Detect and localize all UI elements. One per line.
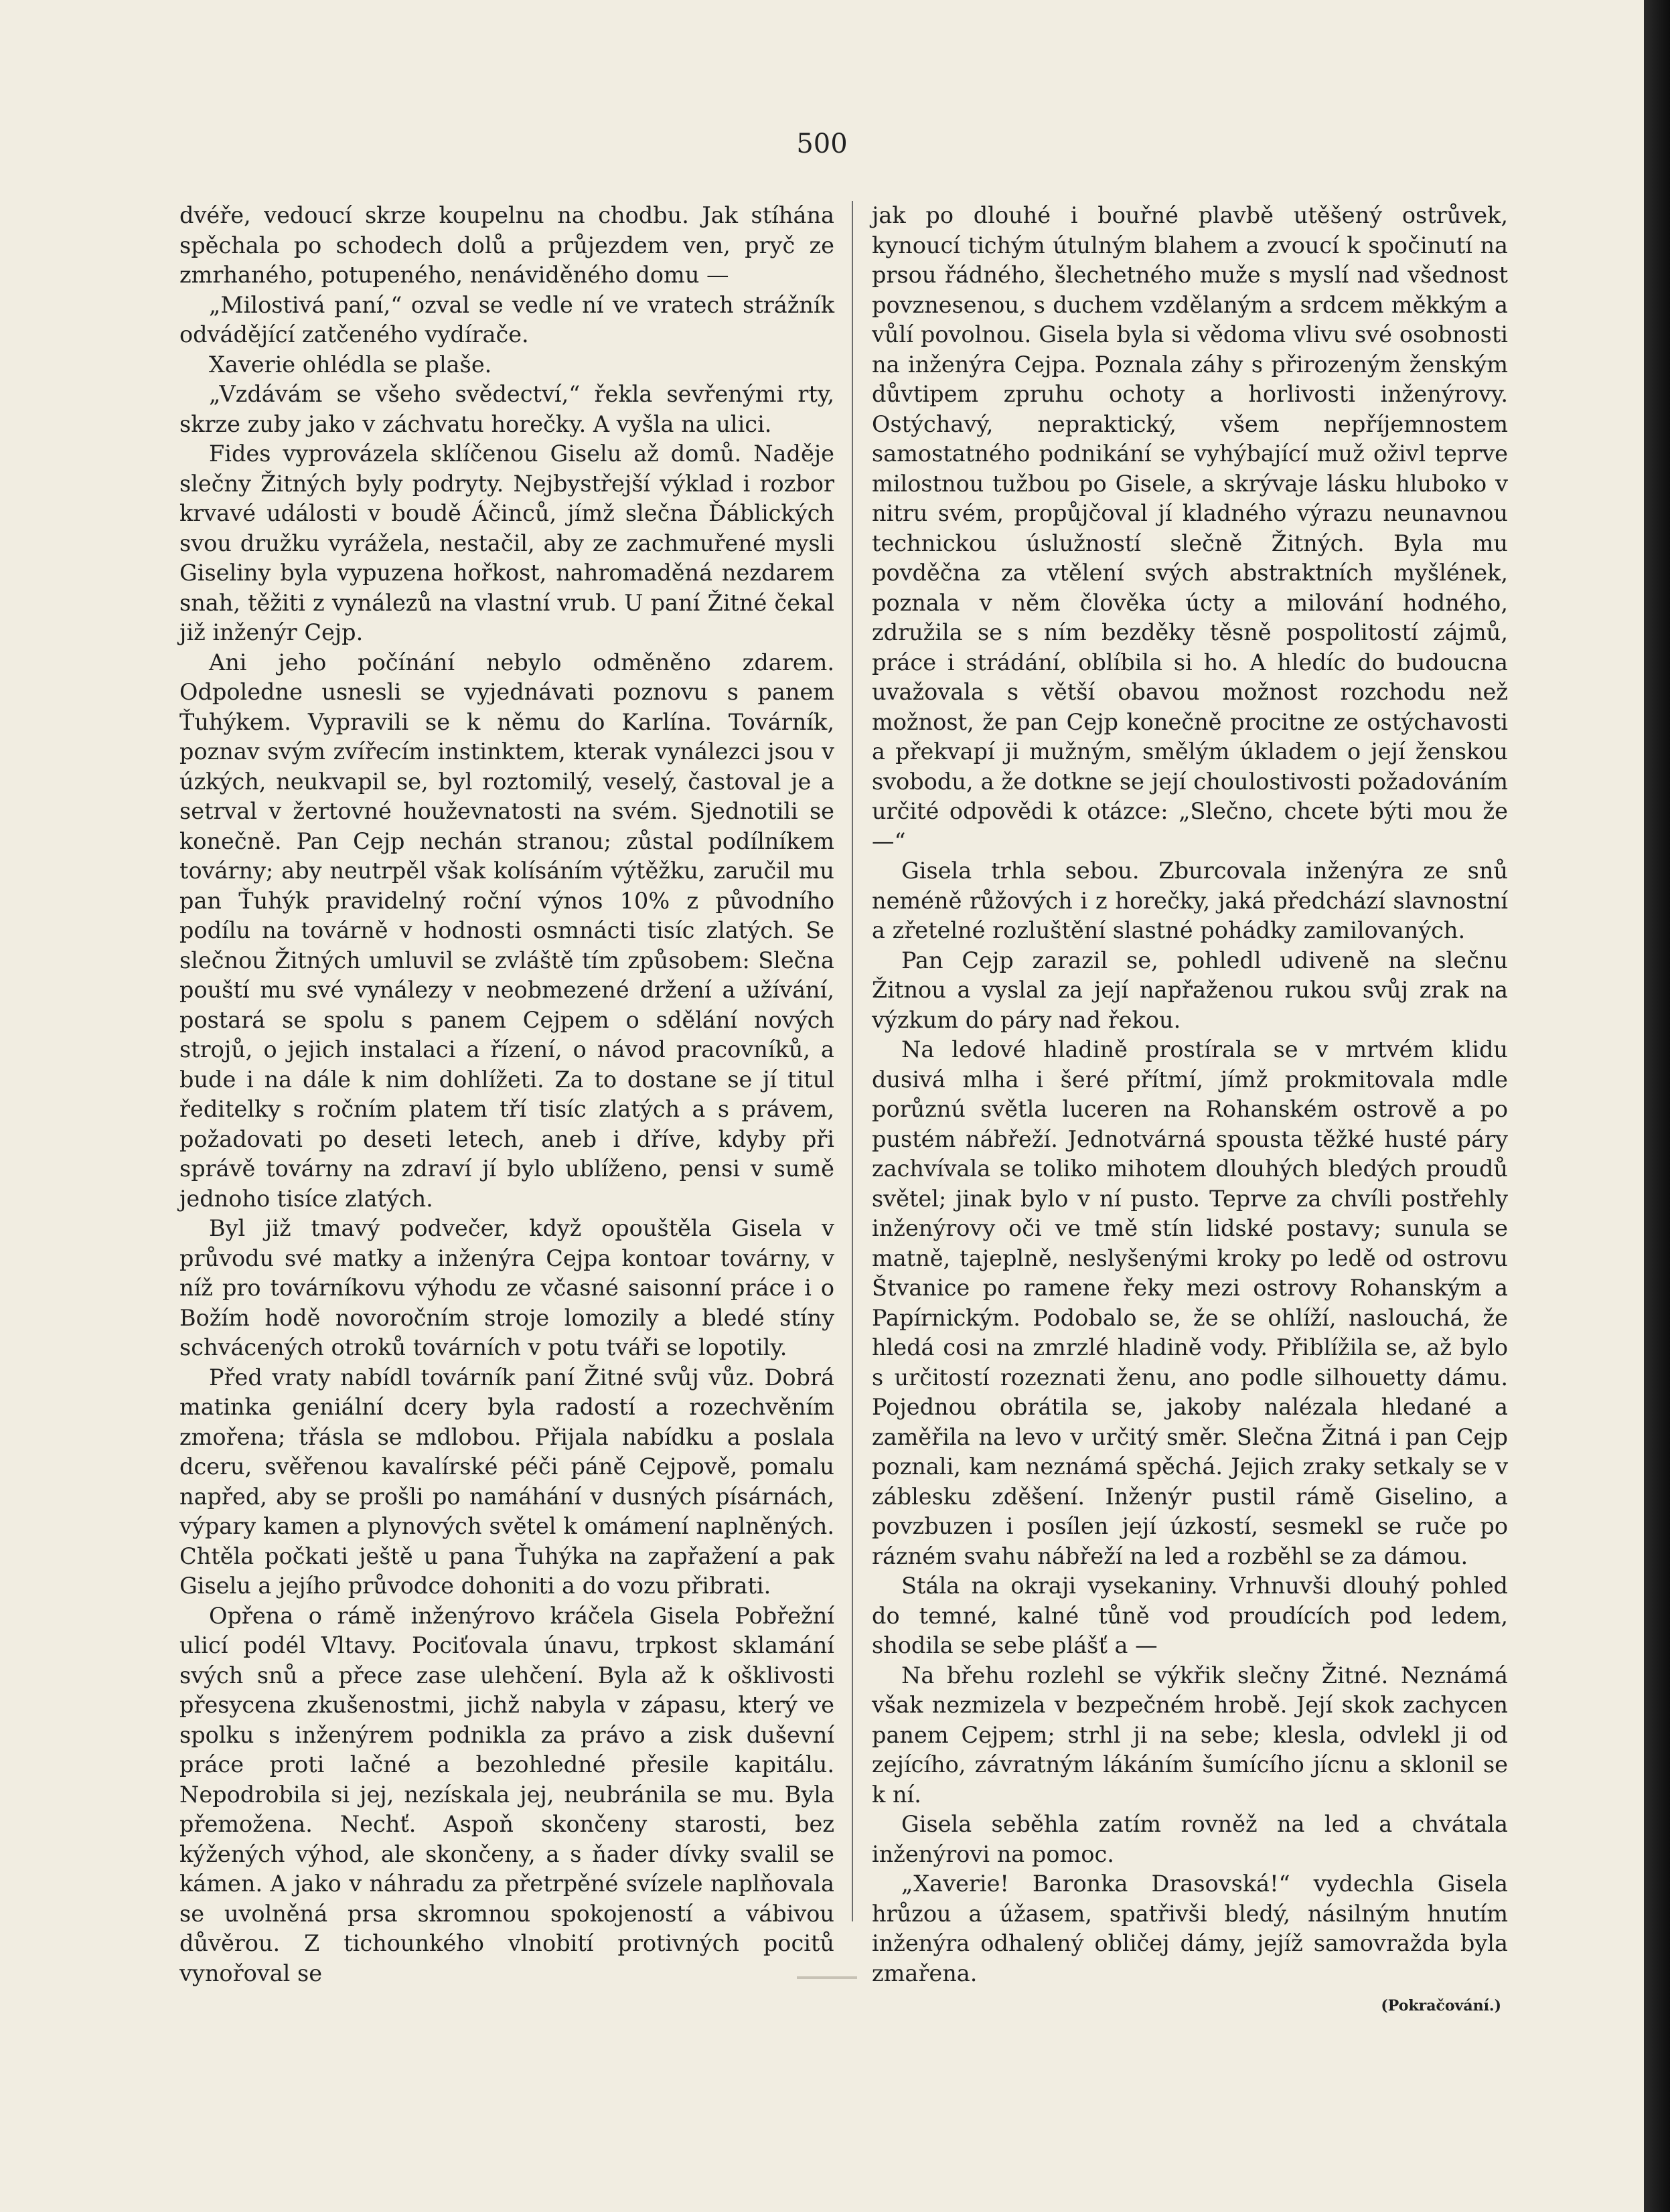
paragraph: „Vzdávám se všeho svědectví,“ řekla sevřenými rty, skrze zuby jako v záchvatu horečky. A vyšla na ulici. — [179, 381, 834, 437]
paragraph: Opřena o rámě inženýrovo kráčela Gisela Pobřežní ulicí podél Vltavy. Pociťovala únavu, trpkost sklamání svých snů a přece zase ulehčení. Byla až k ošklivosti přesycena zkušenostmi, jichž nabyla v zápasu, který ve spolku s inženýrem podnikla za právo a zisk duševní práce proti lačné a bezohledné přesile kapitálu. Nepodrobila si jej, nezískala jej, neubránila se mu. Byla přemožena. Nechť. Aspoň skončeny starosti, bez kýžených výhod, ale skončeny, a s ňader dívky svalil se kámen. A jako v náhradu za přetrpěné svízele naplňovala se uvolněná prsa skromnou spokojeností a vábivou důvěrou. Z tichounkého vlnobití protivných pocitů vynořoval se — [179, 1602, 834, 1986]
continuation-note: (Pokračování.) — [1381, 1997, 1501, 2014]
right-column-body — [872, 201, 1508, 1988]
paragraph: Byl již tmavý podvečer, když opouštěla Gisela v průvodu své matky a inženýra Cejpa kontoar továrny, v níž pro továrníkovu výhodu ze včasné saisonní práce i o Božím hodě novoročním stroje lomozily a bledé stíny schvácených otroků továrních v potu tváři se lopotily. — [179, 1215, 834, 1360]
paragraph: Stála na okraji vysekaniny. Vrhnuvši dlouhý pohled do temné, kalné tůně vod proudících pod ledem, shodila se sebe plášť a — — [872, 1573, 1508, 1658]
paragraph: Gisela seběhla zatím rovněž na led a chvátala inženýrovi na pomoc. — [872, 1811, 1508, 1867]
left-text-column — [179, 201, 834, 1988]
scan-edge — [1644, 0, 1670, 2212]
paragraph: dvéře, vedoucí skrze koupelnu na chodbu. Jak stíhána spěchala po schodech dolů a průjezdem ven, pryč ze zmrhaného, potupeného, nenáviděného domu — — [179, 202, 834, 288]
paragraph: jak po dlouhé i bouřné plavbě utěšený ostrůvek, kynoucí tichým útulným blahem a zvoucí k spočinutí na prsou řádného, šlechetného muže s myslí nad všednost povznesenou, s duchem vzdělaným a srdcem měkkým a vůlí povolnou. Gisela byla si vědoma vlivu své osobnosti na inženýra Cejpa. Poznala záhy s přirozeným ženským důvtipem zpruhu ochoty a horlivosti inženýrovy. Ostýchavý, nepraktický, všem nepříjemnostem samostatného podnikání se vyhýbající muž oživl teprve milostnou tužbou po Gisele, a skrývaje lásku hluboko v nitru svém, propůjčoval jí kladného výrazu neunavnou technickou úslužností slečně Žitných. Byla mu povděčna za vtělení svých abstraktních myšlének, poznala v něm člověka úcty a milování hodného, združila se s ním bezděky těsně pospolitostí zájmů, práce i strádání, oblíbila si ho. A hledíc do budoucna uvažovala s větší obavou možnost rozchodu než možnost, že pan Cejp konečně procitne ze ostýchavosti a překvapí ji mužným, smělým úkladem o její ženskou svobodu, a že dotkne se její choulostivosti požadováním určité odpovědi k otázce: „Slečno, chcete býti mou že —“ — [872, 202, 1508, 854]
paragraph: Pan Cejp zarazil se, pohledl udiveně na slečnu Žitnou a vyslal za její napřaženou rukou svůj zrak na výzkum do páry nad řekou. — [872, 947, 1508, 1033]
right-text-column — [872, 201, 1508, 2021]
paragraph: Na břehu rozlehl se výkřik slečny Žitné. Neznámá však nezmizela v bezpečném hrobě. Její skok zachycen panem Cejpem; strhl ji na sebe; klesla, odvlekl ji od zejícího, závratným lákáním šumícího jícnu a sklonil se k ní. — [872, 1662, 1508, 1808]
column-divider — [852, 201, 853, 1921]
paragraph: Ani jeho počínání nebylo odměněno zdarem. Odpoledne usnesli se vyjednávati poznovu s panem Ťuhýkem. Vypravili se k němu do Karlína. Továrník, poznav svým zvířecím instinktem, kterak vynálezci jsou v úzkých, neukvapil se, byl roztomilý, veselý, častoval je a setrval v žertovné houževnatosti na svém. Sjednotili se konečně. Pan Cejp nechán stranou; zůstal podílníkem továrny; aby neutrpěl však kolísáním výtěžku, zaručil mu pan Ťuhýk pravidelný roční výnos 10% z původního podílu na továrně v hodnosti osmnácti tisíc zlatých. Se slečnou Žitných umluvil se zvláště tím způsobem: Slečna pouští mu své vynálezy v neobmezené držení a užívání, postará se spolu s panem Cejpem o sdělání nových strojů, o jejich instalaci a řízení, o návod pracovníků, a bude i na dále k nim dohlížeti. Za to dostane se jí titul ředitelky s ročním platem tří tisíc zlatých a s právem, požadovati po deseti letech, aneb i dříve, kdyby při správě továrny na zdraví jí bylo ublíženo, pensi v sumě jednoho tisíce zlatých. — [179, 649, 834, 1212]
paragraph: Fides vyprovázela sklíčenou Giselu až domů. Naděje slečny Žitných byly podryty. Nejbystřejší výklad i rozbor krvavé události v boudě Áčinců, jímž slečna Ďáblických svou družku vyrážela, nestačil, aby ze zachmuřené mysli Giseliny byla vypuzena hořkost, nahromaděná nezdarem snah, těžiti z vynálezů na vlastní vrub. U paní Žitné čekal již inženýr Cejp. — [179, 441, 834, 645]
page-bottom-mark — [797, 1976, 857, 1979]
paragraph: Gisela trhla sebou. Zburcovala inženýra ze snů neméně růžových i z horečky, jaká předchází slavnostní a zřetelné rozluštění slastné pohádky zamilovaných. — [872, 858, 1508, 943]
paragraph: „Milostivá paní,“ ozval se vedle ní ve vratech strážník odvádějící zatčeného vydírače. — [179, 291, 834, 347]
paragraph: Xaverie ohlédla se plaše. — [209, 351, 492, 378]
paragraph: Před vraty nabídl továrník paní Žitné svůj vůz. Dobrá matinka geniální dcery byla radostí a rozechvěním zmořena; třásla se mdlobou. Přijala nabídku a poslala dceru, svěřenou kavalírské péči páně Cejpově, pomalu napřed, aby se prošli po namáhání v dusných písárnách, výpary kamen a plynových světel k omámení naplněných. Chtěla počkati ještě u pana Ťuhýka na zapřažení a pak Giselu a jejího průvodce dohoniti a do vozu přibrati. — [179, 1364, 834, 1599]
paragraph: „Xaverie! Baronka Drasovská!“ vydechla Gisela hrůzou a úžasem, spatřivši bledý, násilným hnutím inženýra odhalený obličej dámy, jejíž samovražda byla zmařena. — [872, 1871, 1508, 1986]
paragraph: Na ledové hladině prostírala se v mrtvém klidu dusivá mlha i šeré přítmí, jímž prokmitovala mdle porůznú světla luceren na Rohanském ostrově a po pustém nábřeží. Jednotvárná spousta těžké husté páry zachvívala se toliko mihotem dlouhých bledých proudů světel; jinak bylo v ní pusto. Teprve za chvíli postřehly inženýrovy oči ve tmě stín lidské postavy; sunula se matně, tajeplně, neslyšenými kroky po ledě od ostrovu Štvanice po ramene řeky mezi ostrovy Rohanským a Papírnickým. Podobalo se, že se ohlíží, naslouchá, že hledá cosi na zmrzlé hladině vody. Přiblížila se, až bylo s určitostí rozeznati ženu, ano podle silhouetty dámu. Pojednou obrátila se, jakoby nalézala hledané a zaměřila na levo v určitý směr. Slečna Žitná i pan Cejp poznali, kam neznámá spěchá. Jejich zraky setkaly se v záblesku zděšení. Inženýr pustil rámě Giselino, a povzbuzen i posílen její úzkostí, sesmekl se ruče po rázném svahu nábřeží na led a rozběhl se za dámou. — [872, 1036, 1508, 1569]
page-number: 500 — [796, 129, 848, 159]
